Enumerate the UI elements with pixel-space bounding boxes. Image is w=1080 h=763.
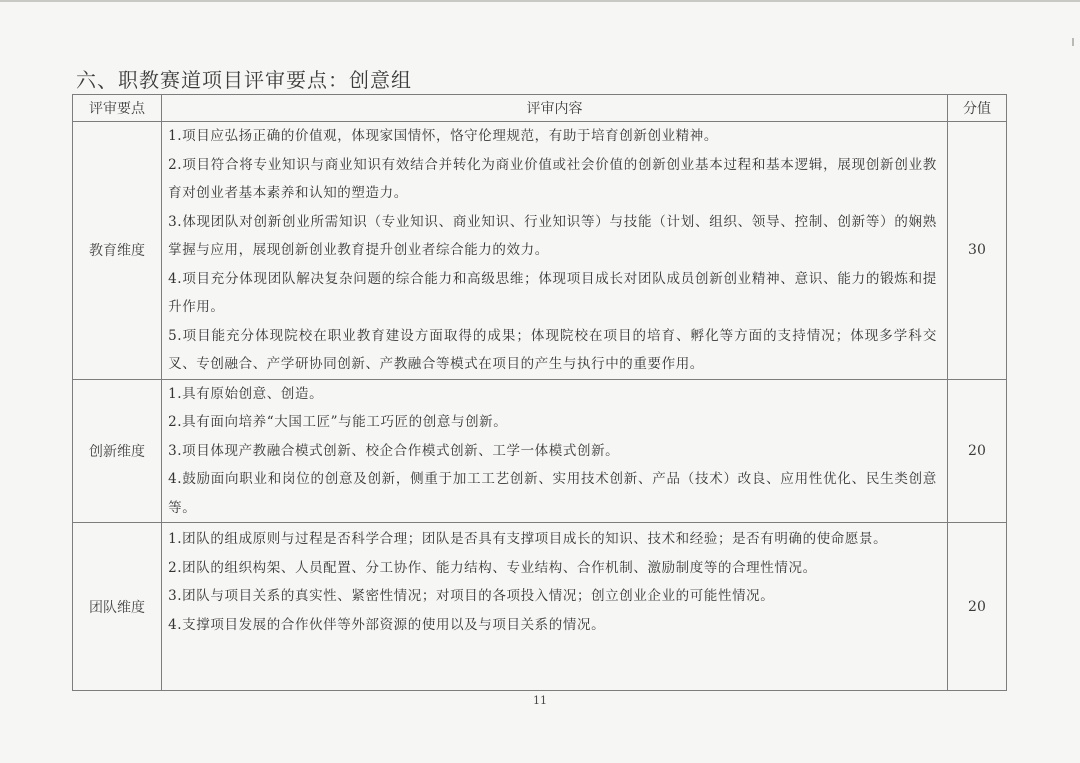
criteria-item: 4.支撑项目发展的合作伙伴等外部资源的使用以及与项目关系的情况。 <box>168 616 606 633</box>
scan-mark <box>1072 38 1074 46</box>
header-content: 评审内容 <box>162 95 948 122</box>
content-cell <box>162 523 948 691</box>
criteria-item: 2.项目符合将专业知识与商业知识有效结合并转化为商业价值或社会价值的创新创业基本过程和基本逻辑，展现创新创业教育对创业者基本素养和认知的塑造力。 <box>168 156 937 201</box>
evaluation-table <box>72 94 1007 691</box>
criteria-item: 3.项目体现产教融合模式创新、校企合作模式创新、工学一体模式创新。 <box>168 442 620 459</box>
criteria-item: 1.具有原始创意、创造。 <box>168 385 324 402</box>
criteria-item: 4.项目充分体现团队解决复杂问题的综合能力和高级思维；体现项目成长对团队成员创新创业精神、意识、能力的锻炼和提升作用。 <box>168 270 937 315</box>
page-number: 11 <box>533 694 547 707</box>
criteria-item: 5.项目能充分体现院校在职业教育建设方面取得的成果；体现院校在项目的培育、孵化等方面的支持情况；体现多学科交叉、专创融合、产学研协同创新、产教融合等模式在项目的产生与执行中的重要作用。 <box>168 327 937 372</box>
table-header-row <box>73 95 1007 122</box>
criteria-item: 1.团队的组成原则与过程是否科学合理；团队是否具有支撑项目成长的知识、技术和经验；是否有明确的使命愿景。 <box>168 531 888 547</box>
section-title: 六、职教赛道项目评审要点：创意组 <box>76 68 412 92</box>
criteria-item: 3.团队与项目关系的真实性、紧密性情况；对项目的各项投入情况；创立创业企业的可能性情况。 <box>168 588 775 604</box>
dimension-cell: 创新维度 <box>73 379 162 523</box>
header-dimension: 评审要点 <box>73 95 162 122</box>
criteria-item: 2.团队的组织构架、人员配置、分工协作、能力结构、专业结构、合作机制、激励制度等的合理性情况。 <box>168 559 817 576</box>
top-border-line <box>0 0 1080 2</box>
criteria-item: 1.项目应弘扬正确的价值观，体现家国情怀，恪守伦理规范，有助于培育创新创业精神。 <box>168 128 718 144</box>
table-row-team <box>73 523 1007 691</box>
header-score: 分值 <box>947 95 1006 122</box>
criteria-item: 4.鼓励面向职业和岗位的创意及创新，侧重于加工工艺创新、实用技术创新、产品（技术）改良、应用性优化、民生类创意等。 <box>168 471 937 516</box>
content-cell <box>162 379 948 523</box>
table-row-education <box>73 122 1007 380</box>
table-row-innovation <box>73 379 1007 523</box>
score-cell: 20 <box>947 379 1006 523</box>
criteria-item: 2.具有面向培养“大国工匠”与能工巧匠的创意与创新。 <box>168 414 508 430</box>
criteria-item: 3.体现团队对创新创业所需知识（专业知识、商业知识、行业知识等）与技能（计划、组织、领导、控制、创新等）的娴熟掌握与应用，展现创新创业教育提升创业者综合能力的效力。 <box>168 213 937 258</box>
dimension-cell: 教育维度 <box>73 122 162 380</box>
content-cell <box>162 122 948 380</box>
score-cell: 30 <box>947 122 1006 380</box>
dimension-cell: 团队维度 <box>73 523 162 691</box>
score-cell: 20 <box>947 523 1006 691</box>
